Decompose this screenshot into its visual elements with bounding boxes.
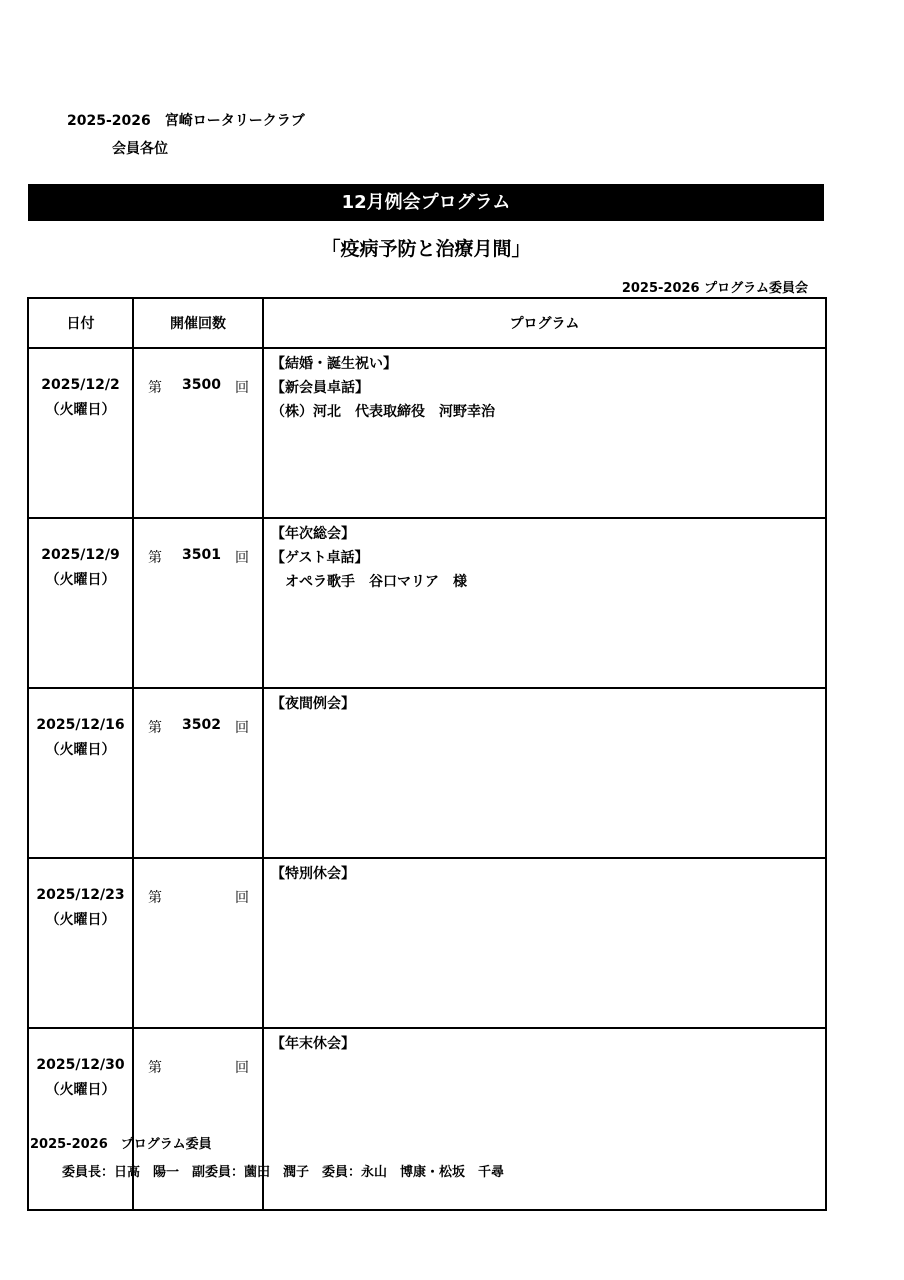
program-line: 【特別休会】 (271, 866, 355, 882)
meeting-weekday: （火曜日） (45, 402, 116, 418)
program-cell (263, 858, 826, 1028)
meeting-date: 2025/12/2 (41, 377, 120, 393)
date-cell (28, 858, 133, 1028)
meeting-weekday: （火曜日） (45, 1082, 116, 1098)
count-prefix: 第 (148, 380, 162, 396)
count-cell (133, 518, 263, 688)
count-cell (133, 858, 263, 1028)
table-row (28, 688, 826, 858)
count-cell (133, 1028, 263, 1210)
page-title: 12月例会プログラム (28, 184, 824, 221)
date-cell (28, 1028, 133, 1210)
meeting-number: 3500 (182, 377, 221, 393)
program-line: 【年次総会】 (271, 526, 355, 542)
count-suffix: 回 (235, 890, 249, 906)
header-program: プログラム (263, 298, 826, 348)
club-name: 2025-2026 宮崎ロータリークラブ (67, 113, 305, 129)
meeting-date: 2025/12/9 (41, 547, 120, 563)
table-header-row (28, 298, 826, 348)
meeting-weekday: （火曜日） (45, 912, 116, 928)
table-row (28, 518, 826, 688)
count-cell (133, 348, 263, 518)
meeting-weekday: （火曜日） (45, 742, 116, 758)
page-subtitle: 「疫病予防と治療月間」 (321, 238, 531, 260)
meeting-date: 2025/12/23 (36, 887, 125, 903)
program-line: （株）河北 代表取締役 河野幸治 (271, 404, 495, 420)
meeting-number: 3501 (182, 547, 221, 563)
date-cell (28, 518, 133, 688)
committee-name: 2025-2026 プログラム委員会 (621, 281, 808, 296)
schedule-table (27, 297, 827, 1211)
count-suffix: 回 (235, 550, 249, 566)
count-prefix: 第 (148, 720, 162, 736)
footer-committee-title: 2025-2026 プログラム委員 (30, 1137, 212, 1152)
count-suffix: 回 (235, 380, 249, 396)
program-line: 【夜間例会】 (271, 696, 355, 712)
count-suffix: 回 (235, 720, 249, 736)
date-cell (28, 348, 133, 518)
meeting-date: 2025/12/16 (36, 717, 125, 733)
meeting-date: 2025/12/30 (36, 1057, 125, 1073)
count-prefix: 第 (148, 890, 162, 906)
program-line: 【結婚・誕生祝い】 (271, 356, 397, 372)
header-date: 日付 (28, 298, 133, 348)
program-line: 【年末休会】 (271, 1036, 355, 1052)
table-row (28, 858, 826, 1028)
footer-committee-members: 委員長：日高 陽一 副委員：薗田 潤子 委員：永山 博康・松坂 千尋 (62, 1165, 505, 1180)
count-cell (133, 688, 263, 858)
meeting-weekday: （火曜日） (45, 572, 116, 588)
count-suffix: 回 (235, 1060, 249, 1076)
table-row (28, 1028, 826, 1210)
date-cell (28, 688, 133, 858)
addressee: 会員各位 (112, 141, 168, 157)
program-cell (263, 348, 826, 518)
meeting-number: 3502 (182, 717, 221, 733)
program-cell (263, 688, 826, 858)
program-cell (263, 518, 826, 688)
program-cell (263, 1028, 826, 1210)
count-prefix: 第 (148, 1060, 162, 1076)
program-line: 【新会員卓話】 (271, 380, 369, 396)
program-line: オペラ歌手 谷口マリア 様 (271, 574, 467, 590)
program-line: 【ゲスト卓話】 (271, 550, 369, 566)
count-prefix: 第 (148, 550, 162, 566)
header-count: 開催回数 (133, 298, 263, 348)
table-row (28, 348, 826, 518)
